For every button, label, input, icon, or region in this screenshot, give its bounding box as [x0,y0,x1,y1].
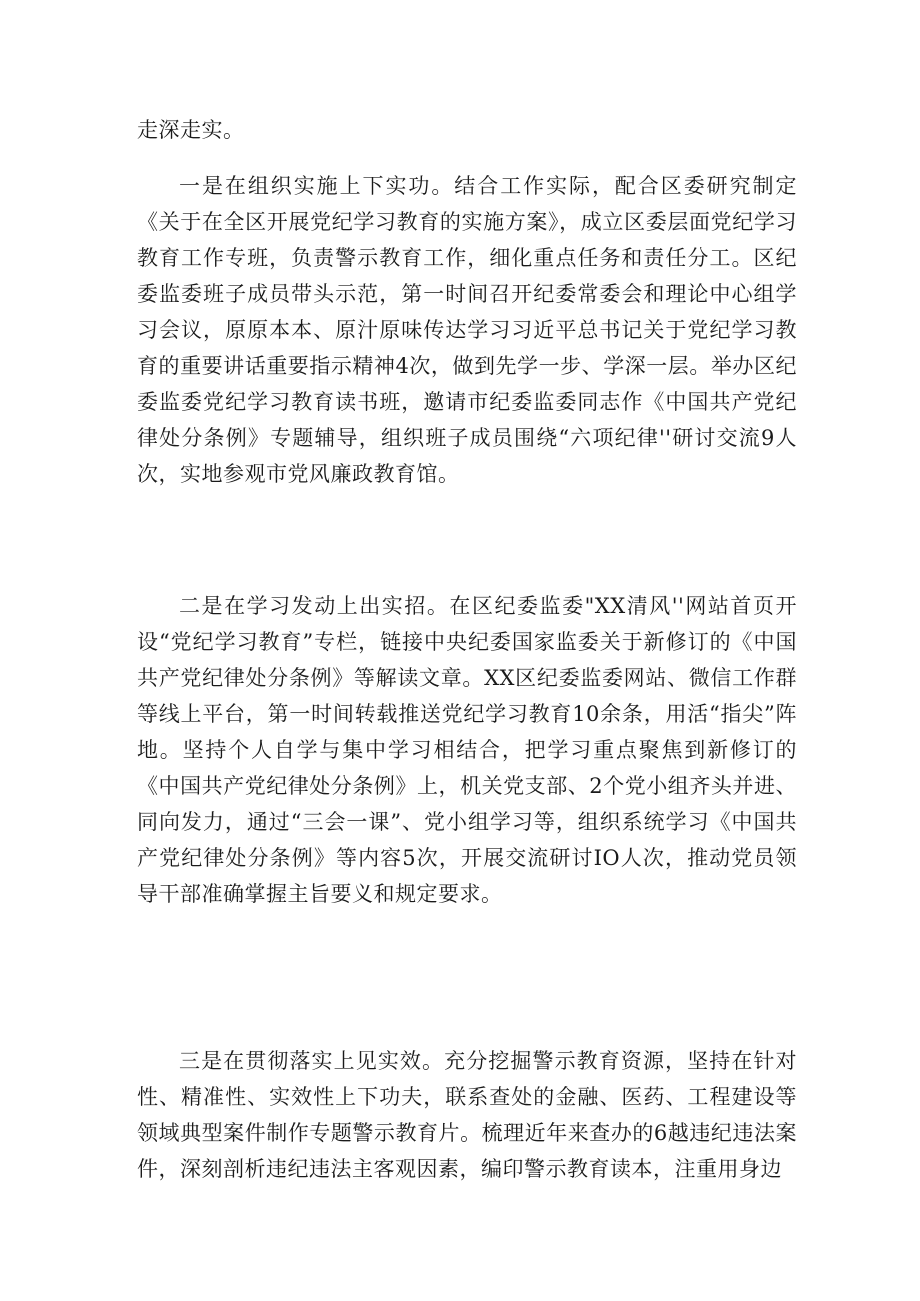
paragraph-continuation: 走深走实。 [137,118,245,142]
paragraph-implementation: 三是在贯彻落实上见实效。充分挖掘警示教育资源，坚持在针对性、精准性、实效性上下功夫，联系查处的金融、医药、工程建设等领域典型案件制作专题警示教育片。梳理近年来查办的6越违纪违法案件，深刻剖析违纪违法主客观因素，编印警示教育读本，注重用身边 [137,1049,797,1181]
paragraph-organization: 一是在组织实施上下实功。结合工作实际，配合区委研究制定《关于在全区开展党纪学习教育的实施方案》，成立区委层面党纪学习教育工作专班，负责警示教育工作，细化重点任务和责任分工。区纪委监委班子成员带头示范，第一时间召开纪委常委会和理论中心组学习会议，原原本本、原汁原味传达学习习近平总书记关于党纪学习教育的重要讲话重要指示精神4次，做到先学一步、学深一层。举办区纪委监委党纪学习教育读书班，邀请市纪委监委同志作《中国共产党纪律处分条例》专题辅导，组织班子成员围绕“六项纪律''研讨交流9人次，实地参观市党风廉政教育馆。 [137,174,797,486]
paragraph-mobilization: 二是在学习发动上出实招。在区纪委监委"XX清风''网站首页开设“党纪学习教育”专栏，链接中央纪委国家监委关于新修订的《中国共产党纪律处分条例》等解读文章。XX区纪委监委网站、微信工作群等线上平台，第一时间转载推送党纪学习教育10余条，用活“指尖”阵地。坚持个人自学与集中学习相结合，把学习重点聚焦到新修订的《中国共产党纪律处分条例》上，机关党支部、2个党小组齐头并进、同向发力，通过“三会一课”、党小组学习等，组织系统学习《中国共产党纪律处分条例》等内容5次，开展交流研讨IO人次，推动党员领导干部准确掌握主旨要义和规定要求。 [137,594,797,906]
